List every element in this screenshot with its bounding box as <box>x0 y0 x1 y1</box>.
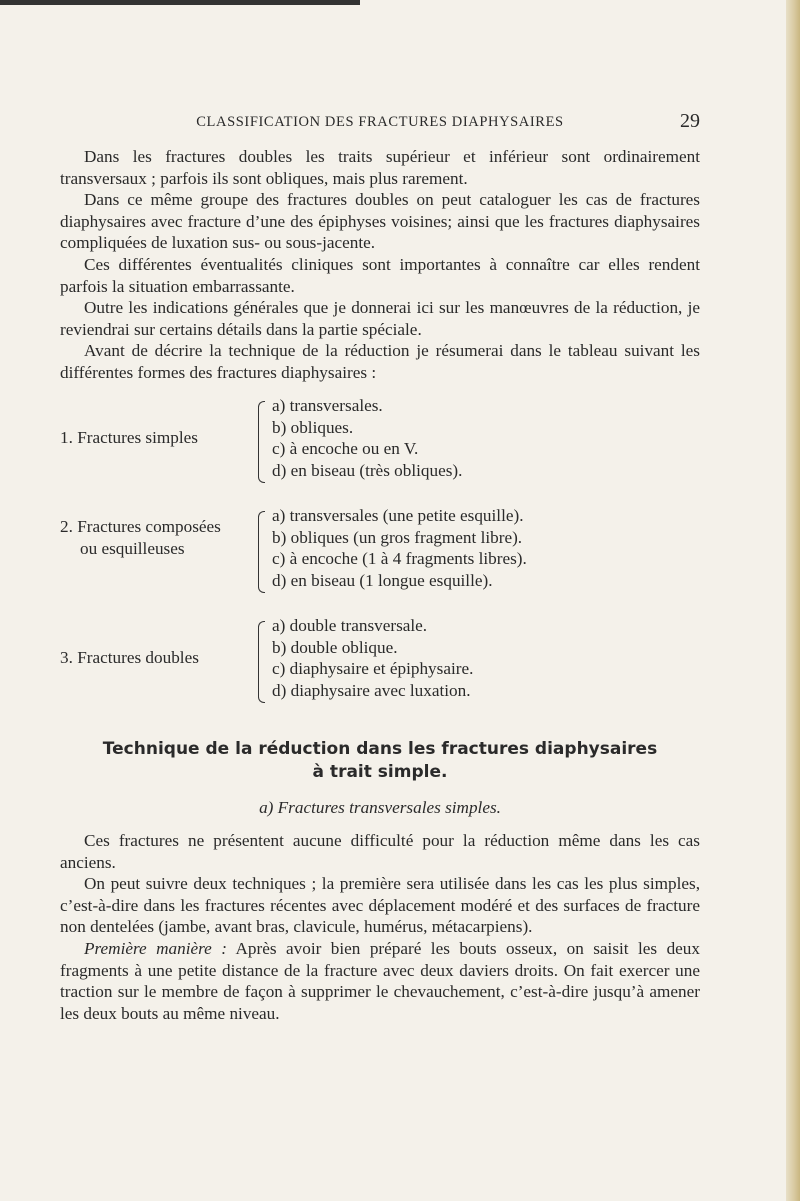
paragraph: Outre les indications générales que je donnerai ici sur les manœuvres de la réduction, je reviendrai sur certains détails dans la partie spéciale. <box>60 298 700 339</box>
list-item: d) en biseau (1 longue esquille). <box>272 570 493 590</box>
list-item: d) en biseau (très obliques). <box>272 460 463 480</box>
list-item: d) diaphysaire avec luxation. <box>272 680 471 700</box>
list-item: c) diaphysaire et épiphysaire. <box>272 659 474 679</box>
group-label: 3. Fractures doubles <box>60 648 199 667</box>
paragraph: Première manière : Après avoir bien préparé les bouts osseux, on saisit les deux fragments à une petite distance de la fracture avec deux daviers droits. On fait exercer une traction sur le membre de façon à supprimer le chevauchement, c’est-à-dire jusqu’à amener les deux bouts au même niveau. <box>60 938 700 1023</box>
group-label: 2. Fractures composées ou esquilleuses <box>60 517 221 558</box>
subheading: a) Fractures transversales simples. <box>259 798 501 817</box>
paragraph: Ces fractures ne présentent aucune difficulté pour la réduction même dans les cas anciens. <box>60 831 700 872</box>
group-label: 1. Fractures simples <box>60 428 198 447</box>
group-items <box>272 505 527 591</box>
paragraph: Avant de décrire la technique de la réduction je résumerai dans le tableau suivant les différentes formes des fractures diaphysaires : <box>60 341 700 382</box>
top-rule <box>0 0 360 5</box>
page-number: 29 <box>680 110 700 132</box>
paragraph: Dans les fractures doubles les traits supérieur et inférieur sont ordinairement transversaux ; parfois ils sont obliques, mais plus rarement. <box>60 147 700 188</box>
list-item: b) obliques. <box>272 417 354 437</box>
brace <box>258 621 265 703</box>
classification-group-composees <box>60 505 720 595</box>
running-title: CLASSIFICATION DES FRACTURES DIAPHYSAIRES <box>196 114 564 130</box>
section-title: Technique de la réduction dans les fractures diaphysaires à trait simple. <box>102 739 658 782</box>
classification-group-simple <box>60 395 720 485</box>
body-text <box>60 830 700 1024</box>
list-item: c) à encoche (1 à 4 fragments libres). <box>272 549 527 569</box>
running-header <box>60 112 700 136</box>
classification-group-doubles <box>60 615 720 705</box>
paragraph: Dans ce même groupe des fractures doubles on peut cataloguer les cas de fractures diaphysaires avec fracture d’une des épiphyses voisines; ainsi que les fractures diaphysaires compliquées de luxation sus- ou sous-jacente. <box>60 190 700 253</box>
list-item: a) transversales. <box>272 396 383 415</box>
brace <box>258 401 265 483</box>
list-item: a) transversales (une petite esquille). <box>272 506 524 525</box>
page-edge <box>786 0 800 1201</box>
paragraph: On peut suivre deux techniques ; la première sera utilisée dans les cas les plus simples, c’est-à-dire dans les fractures récentes avec déplacement modéré et des surfaces de fracture non dentelées (jambe, avant bras, clavicule, humérus, métacarpiens). <box>60 874 700 937</box>
brace <box>258 511 265 593</box>
intro-text <box>60 146 700 384</box>
group-items <box>272 395 462 481</box>
list-item: a) double transversale. <box>272 616 428 635</box>
list-item: c) à encoche ou en V. <box>272 439 419 459</box>
list-item: b) double oblique. <box>272 637 398 657</box>
list-item: b) obliques (un gros fragment libre). <box>272 527 523 547</box>
paragraph: Ces différentes éventualités cliniques sont importantes à connaître car elles rendent parfois la situation embarrassante. <box>60 254 700 296</box>
emphasis: Première manière : <box>84 938 227 958</box>
group-items <box>272 615 473 701</box>
